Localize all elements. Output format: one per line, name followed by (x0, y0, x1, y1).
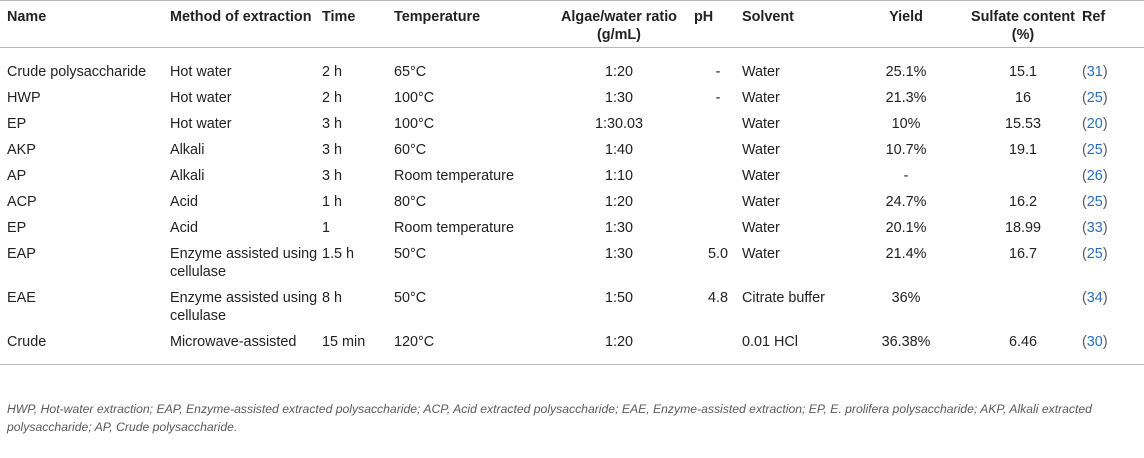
cell-ratio: 1:20 (604, 64, 633, 80)
cell-ph (694, 137, 742, 163)
reference-link[interactable]: 33 (1086, 219, 1103, 236)
cell-ratio: 1:30 (604, 219, 633, 236)
table-row (0, 329, 1144, 365)
cell-temperature: Room temperature (394, 219, 514, 236)
cell-temperature: Room temperature (394, 167, 514, 184)
cell-ratio: 1:30.03 (594, 115, 643, 132)
cell-time: 15 min (322, 329, 394, 365)
header-method: Method of extraction (170, 1, 322, 48)
cell-time: 1 (322, 219, 331, 236)
cell-ph (694, 329, 742, 365)
cell-sulfate: 6.46 (964, 329, 1082, 365)
cell-solvent: Water (742, 64, 780, 80)
cell-name: AP (7, 167, 27, 184)
cell-method: Microwave-assisted (170, 329, 322, 365)
cell-ph (694, 189, 742, 215)
cell-yield: 20.1% (885, 219, 927, 236)
cell-ph (694, 163, 742, 189)
cell-sulfate: 16.7 (1008, 245, 1037, 262)
header-ratio: Algae/water ratio (g/mL) (544, 1, 694, 48)
reference-link[interactable]: 31 (1086, 64, 1103, 80)
cell-sulfate (964, 285, 1082, 329)
table-row (0, 111, 1144, 137)
cell-yield: 25.1% (885, 64, 927, 80)
cell-ph (694, 111, 742, 137)
reference-link[interactable]: 25 (1086, 193, 1103, 210)
cell-solvent: Water (742, 245, 780, 262)
table-row (0, 85, 1144, 111)
cell-method: Hot water (170, 64, 232, 80)
table-body (0, 48, 1144, 365)
cell-name: EP (7, 219, 27, 236)
cell-method: Acid (170, 193, 198, 210)
cell-sulfate: 16 (1014, 89, 1031, 106)
cell-time: 2 h (322, 89, 343, 106)
cell-temperature: 80°C (394, 193, 427, 210)
cell-ph (694, 215, 742, 241)
cell-ratio: 1:30 (604, 89, 633, 106)
cell-solvent: 0.01 HCl (742, 329, 848, 365)
cell-sulfate: 19.1 (1008, 141, 1037, 158)
cell-yield: 36.38% (848, 329, 964, 365)
cell-solvent: Water (742, 193, 780, 210)
cell-time: 1 h (322, 193, 343, 210)
header-solvent: Solvent (742, 1, 848, 48)
reference-link[interactable]: 25 (1086, 245, 1103, 262)
cell-ratio: 1:30 (604, 245, 633, 262)
cell-ref: (25) (1082, 193, 1108, 210)
table-header (0, 1, 1144, 48)
cell-name: EP (7, 115, 27, 132)
cell-yield: - (903, 167, 909, 184)
table-row (0, 215, 1144, 241)
cell-ref: (26) (1082, 167, 1108, 184)
cell-temperature: 50°C (394, 289, 427, 306)
cell-ratio: 1:50 (604, 289, 633, 306)
cell-ratio: 1:20 (544, 329, 694, 365)
reference-link[interactable]: 25 (1086, 141, 1103, 158)
cell-time: 3 h (322, 115, 343, 132)
cell-solvent: Water (742, 219, 780, 236)
cell-ref: (33) (1082, 219, 1108, 236)
cell-ph: 5.0 (707, 245, 728, 262)
reference-link[interactable]: 20 (1086, 115, 1103, 132)
cell-yield: 24.7% (885, 193, 927, 210)
cell-ph: 4.8 (707, 289, 728, 306)
table-row (0, 189, 1144, 215)
cell-name: EAP (7, 245, 36, 262)
cell-yield: 21.4% (885, 245, 927, 262)
cell-time: 2 h (322, 64, 343, 80)
header-temperature: Temperature (394, 1, 544, 48)
cell-ref: (25) (1082, 141, 1108, 158)
table-footnote: HWP, Hot-water extraction; EAP, Enzyme-assisted extracted polysaccharide; ACP, Acid extracted polysaccharide; EAE, Enzyme-assisted extraction; EP, E. prolifera polysaccharide; AKP, Alkali extracted polysaccharide; AP, Crude polysaccharide. (7, 402, 1092, 434)
cell-sulfate: 15.1 (1008, 64, 1037, 80)
table-row (0, 137, 1144, 163)
table-row (0, 241, 1144, 285)
cell-yield: 36% (891, 289, 921, 306)
cell-ratio: 1:20 (604, 193, 633, 210)
cell-temperature: 100°C (394, 115, 435, 132)
reference-link[interactable]: 25 (1086, 89, 1103, 106)
reference-link[interactable]: 34 (1086, 289, 1103, 306)
cell-name: AKP (7, 141, 36, 158)
header-ph: pH (694, 1, 742, 48)
cell-time: 1.5 h (322, 245, 355, 262)
cell-sulfate (964, 163, 1082, 189)
cell-ph: - (715, 64, 721, 80)
table-row (0, 48, 1144, 85)
cell-ratio: 1:10 (604, 167, 633, 184)
cell-name: HWP (7, 89, 41, 106)
table-row (0, 285, 1144, 329)
table-row (0, 163, 1144, 189)
header-ref: Ref (1082, 1, 1144, 48)
cell-ref: (25) (1082, 245, 1108, 262)
cell-method: Enzyme assisted using cellulase (170, 245, 318, 280)
cell-solvent: Water (742, 141, 780, 158)
cell-ref: (34) (1082, 289, 1108, 306)
cell-temperature: 65°C (394, 64, 427, 80)
cell-time: 8 h (322, 289, 343, 306)
header-time: Time (322, 1, 394, 48)
cell-temperature: 100°C (394, 89, 435, 106)
cell-method: Alkali (170, 167, 205, 184)
cell-method: Acid (170, 219, 198, 236)
cell-ph: - (715, 89, 721, 106)
cell-sulfate: 16.2 (1008, 193, 1037, 210)
cell-temperature: 120°C (394, 329, 544, 365)
cell-method: Enzyme assisted using cellulase (170, 289, 318, 324)
reference-link[interactable]: 30 (1086, 333, 1103, 350)
cell-name: EAE (7, 289, 36, 306)
cell-sulfate: 18.99 (1004, 219, 1041, 236)
cell-method: Hot water (170, 115, 232, 132)
reference-link[interactable]: 26 (1086, 167, 1103, 184)
cell-name: ACP (7, 193, 37, 210)
header-sulfate: Sulfate content (%) (964, 1, 1082, 48)
cell-solvent: Citrate buffer (742, 289, 825, 306)
cell-ratio: 1:40 (604, 141, 633, 158)
cell-yield: 10.7% (885, 141, 927, 158)
cell-sulfate: 15.53 (1004, 115, 1041, 132)
cell-solvent: Water (742, 115, 780, 132)
header-name: Name (0, 1, 170, 48)
cell-temperature: 60°C (394, 141, 427, 158)
cell-method: Hot water (170, 89, 232, 106)
header-yield: Yield (848, 1, 964, 48)
cell-ref: (30) (1082, 329, 1144, 365)
cell-temperature: 50°C (394, 245, 427, 262)
cell-ref: (25) (1082, 89, 1108, 106)
cell-time: 3 h (322, 141, 343, 158)
cell-name: Crude polysaccharide (7, 64, 147, 80)
cell-yield: 10% (891, 115, 921, 132)
cell-ref: (20) (1082, 115, 1108, 132)
cell-ref: (31) (1082, 64, 1108, 80)
cell-time: 3 h (322, 167, 343, 184)
cell-solvent: Water (742, 89, 780, 106)
cell-solvent: Water (742, 167, 780, 184)
header-row (0, 1, 1144, 48)
cell-yield: 21.3% (885, 89, 927, 106)
cell-name: Crude (0, 329, 170, 365)
cell-method: Alkali (170, 141, 205, 158)
